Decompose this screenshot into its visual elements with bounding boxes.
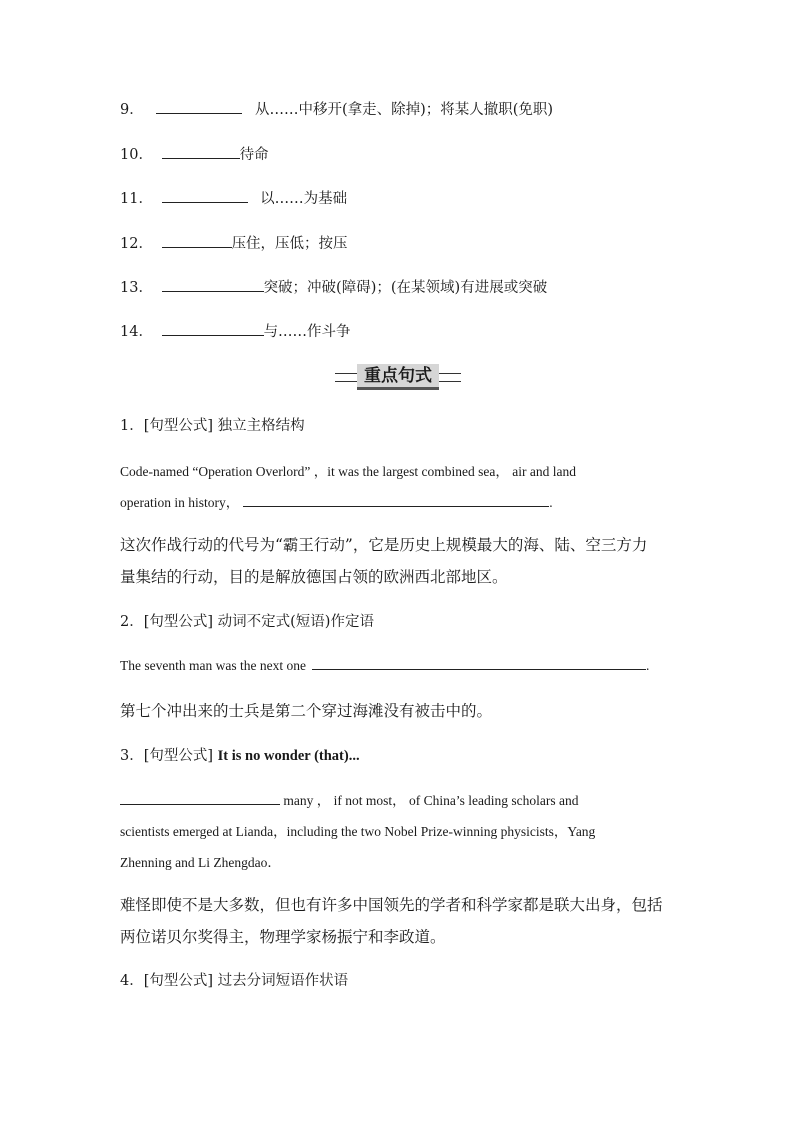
answer-blank[interactable] bbox=[162, 144, 240, 159]
sentence-heading-2: 2．[句型公式] 动词不定式(短语)作定语 bbox=[120, 614, 374, 630]
english-text: . bbox=[549, 495, 553, 510]
chinese-translation-line: 两位诺贝尔奖得主，物理学家杨振宁和李政道。 bbox=[120, 928, 446, 946]
vocab-item-11 bbox=[120, 187, 347, 208]
vocab-number: 14． bbox=[120, 324, 153, 340]
vocab-meaning: 与……作斗争 bbox=[263, 324, 351, 340]
vocab-item-13 bbox=[120, 276, 547, 297]
vocab-number: 11． bbox=[120, 191, 153, 207]
vocab-item-9 bbox=[120, 98, 553, 119]
chinese-translation-line: 量集结的行动，目的是解放德国占领的欧洲西北部地区。 bbox=[120, 568, 508, 586]
header-decoration-left bbox=[335, 373, 359, 382]
header-decoration-right bbox=[437, 373, 461, 382]
chinese-translation-line: 这次作战行动的代号为“霸王行动”，它是历史上规模最大的海、陆、空三方力 bbox=[120, 536, 648, 554]
vocab-number: 13． bbox=[120, 280, 153, 296]
sentence-heading-3 bbox=[120, 744, 360, 765]
answer-blank[interactable] bbox=[243, 492, 549, 507]
english-text: many ， if not most， of China’s leading scholars and bbox=[280, 793, 579, 808]
answer-blank[interactable] bbox=[156, 99, 242, 114]
vocab-item-12 bbox=[120, 232, 348, 253]
english-line: Code-named “Operation Overlord” ，it was the largest combined sea， air and land bbox=[120, 464, 576, 479]
vocab-meaning: 以……为基础 bbox=[260, 191, 348, 207]
vocab-meaning: 从……中移开(拿走、除掉)；将某人撤职(免职) bbox=[254, 102, 554, 118]
vocab-number: 9． bbox=[120, 102, 144, 118]
answer-blank[interactable] bbox=[162, 321, 264, 336]
chinese-translation-line: 难怪即使不是大多数，但也有许多中国领先的学者和科学家都是联大出身，包括 bbox=[120, 896, 663, 914]
english-text: operation in history， bbox=[120, 495, 240, 510]
vocab-number: 10． bbox=[120, 147, 153, 163]
english-text: The seventh man was the next one bbox=[120, 658, 306, 673]
english-line: scientists emerged at Lianda，including the two Nobel Prize-winning physicists，Yang bbox=[120, 824, 596, 839]
section-title: 重点句式 bbox=[357, 364, 439, 390]
chinese-translation-line: 第七个冲出来的士兵是第二个穿过海滩没有被击中的。 bbox=[120, 702, 493, 720]
vocab-number: 12． bbox=[120, 236, 153, 252]
english-line: Zhenning and Li Zhengdao． bbox=[120, 855, 281, 870]
answer-blank[interactable] bbox=[162, 233, 232, 248]
sentence-heading-4: 4．[句型公式] 过去分词短语作状语 bbox=[120, 973, 349, 989]
english-line bbox=[120, 655, 649, 674]
english-line bbox=[120, 491, 553, 511]
sentence-heading-1: 1．[句型公式] 独立主格结构 bbox=[120, 418, 305, 434]
heading-formula: It is no wonder (that)... bbox=[217, 748, 360, 764]
vocab-item-14 bbox=[120, 320, 351, 341]
answer-blank[interactable] bbox=[312, 655, 646, 670]
english-line bbox=[120, 789, 578, 809]
vocab-item-10 bbox=[120, 143, 269, 164]
answer-blank[interactable] bbox=[162, 277, 264, 292]
vocab-meaning: 突破；冲破(障碍)；(在某领域)有进展或突破 bbox=[263, 280, 548, 296]
vocab-meaning: 压住，压低；按压 bbox=[231, 236, 348, 252]
vocab-meaning: 待命 bbox=[239, 147, 269, 163]
answer-blank[interactable] bbox=[120, 790, 280, 805]
answer-blank[interactable] bbox=[162, 188, 248, 203]
section-header bbox=[335, 364, 461, 390]
english-text: . bbox=[645, 658, 650, 673]
heading-label: 3．[句型公式] bbox=[120, 748, 218, 764]
